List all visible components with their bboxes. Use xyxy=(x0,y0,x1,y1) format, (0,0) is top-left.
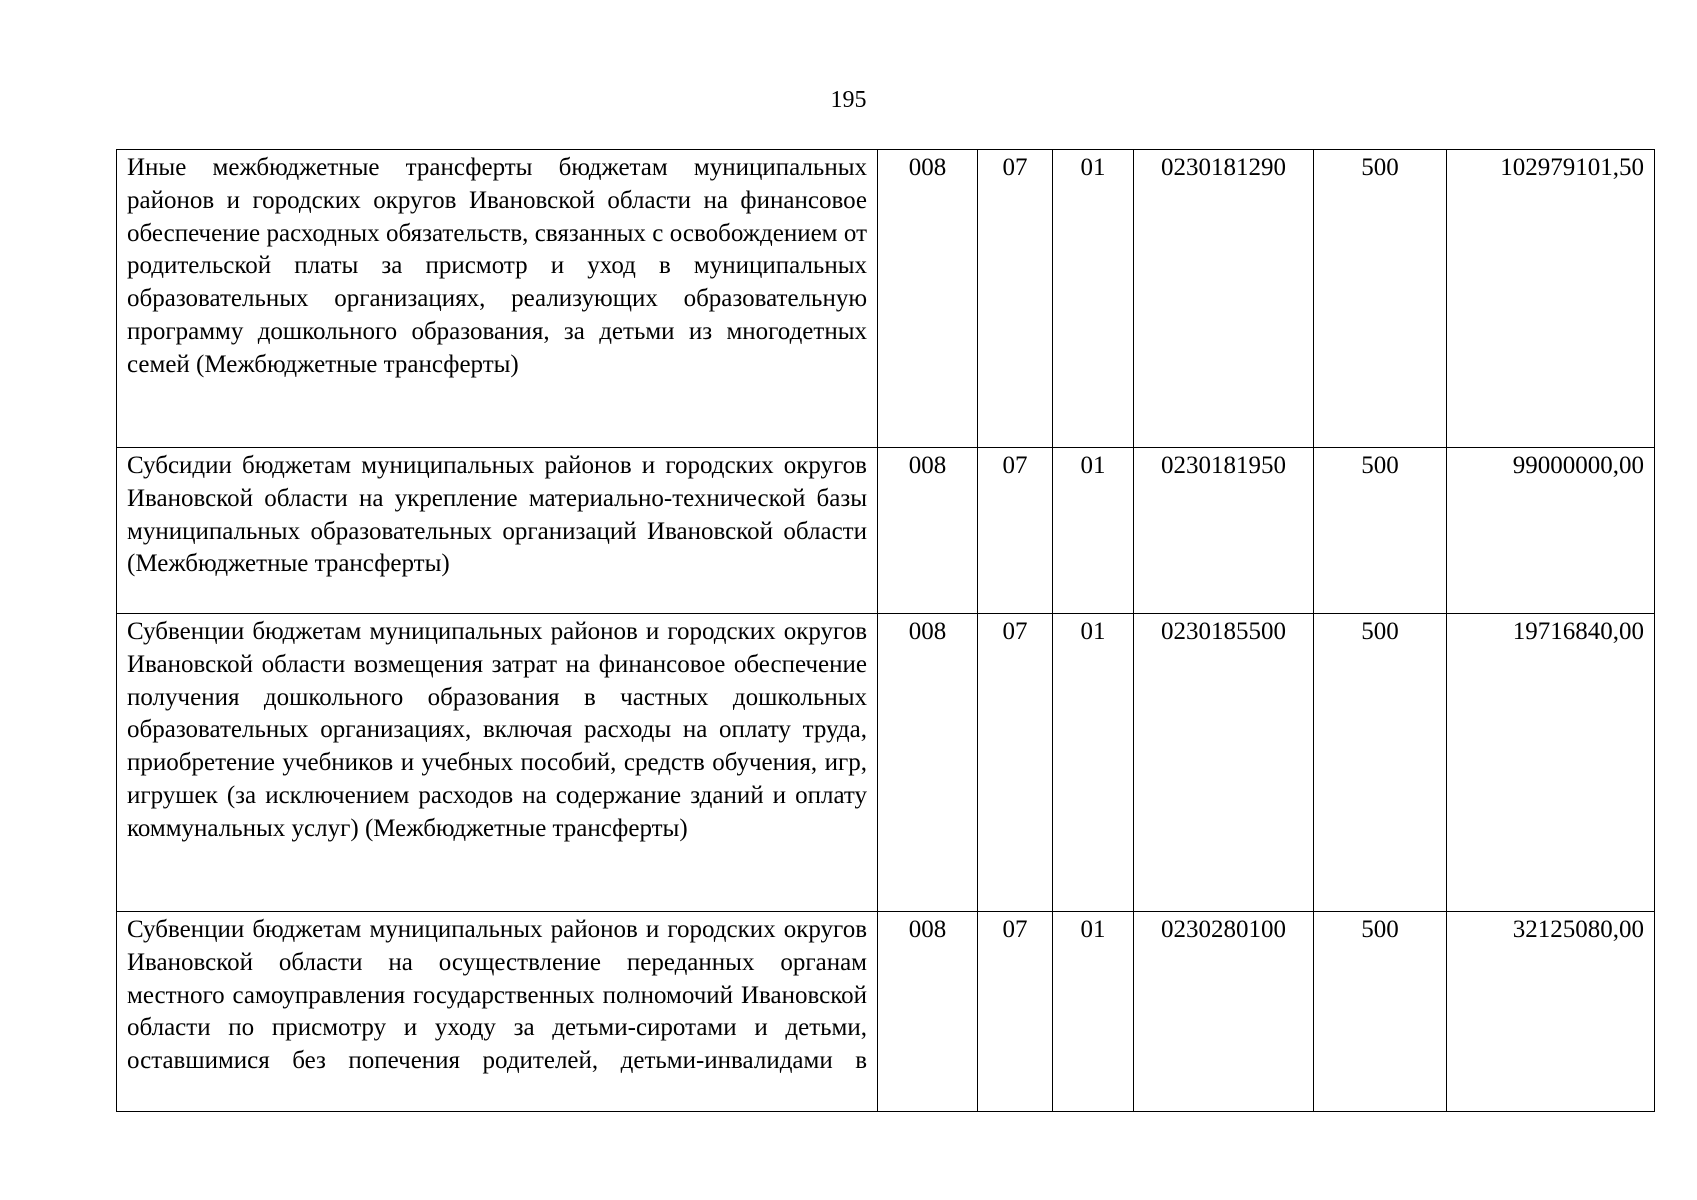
expense-type-code: 500 xyxy=(1314,448,1447,614)
ministry-code: 008 xyxy=(878,150,978,448)
amount-value: 102979101,50 xyxy=(1447,150,1655,448)
target-article-code: 0230181950 xyxy=(1134,448,1314,614)
ministry-code: 008 xyxy=(878,912,978,1112)
table-row xyxy=(117,150,1655,448)
expense-type-code: 500 xyxy=(1314,912,1447,1112)
target-article-code: 0230185500 xyxy=(1134,614,1314,912)
ministry-code: 008 xyxy=(878,614,978,912)
amount-value: 19716840,00 xyxy=(1447,614,1655,912)
ministry-code: 008 xyxy=(878,448,978,614)
subsection-code: 01 xyxy=(1053,448,1134,614)
section-code: 07 xyxy=(978,912,1053,1112)
amount-value: 32125080,00 xyxy=(1447,912,1655,1112)
table-row xyxy=(117,912,1655,1112)
section-code: 07 xyxy=(978,150,1053,448)
expense-type-code: 500 xyxy=(1314,150,1447,448)
table-row xyxy=(117,614,1655,912)
row-description: Иные межбюджетные трансферты бюджетам муниципальных районов и городских округов Ивановской области на финансовое обеспечение расходных обязательств, связанных с освобождением от родительской платы за присмотр и уход в муниципальных образовательных организациях, реализующих образовательную программу дошкольного образования, за детьми из многодетных семей (Межбюджетные трансферты) xyxy=(117,150,878,448)
row-description: Субсидии бюджетам муниципальных районов и городских округов Ивановской области на укрепление материально-технической базы муниципальных образовательных организаций Ивановской области (Межбюджетные трансферты) xyxy=(117,448,878,614)
target-article-code: 0230280100 xyxy=(1134,912,1314,1112)
subsection-code: 01 xyxy=(1053,912,1134,1112)
budget-table xyxy=(116,149,1655,1112)
amount-value: 99000000,00 xyxy=(1447,448,1655,614)
row-description: Субвенции бюджетам муниципальных районов и городских округов Ивановской области возмещения затрат на финансовое обеспечение получения дошкольного образования в частных дошкольных образовательных организациях, включая расходы на оплату труда, приобретение учебников и учебных пособий, средств обучения, игр, игрушек (за исключением расходов на содержание зданий и оплату коммунальных услуг) (Межбюджетные трансферты) xyxy=(117,614,878,912)
row-description: Субвенции бюджетам муниципальных районов и городских округов Ивановской области на осуществление переданных органам местного самоуправления государственных полномочий Ивановской области по присмотру и уходу за детьми-сиротами и детьми, оставшимися без попечения родителей, детьми-инвалидами в xyxy=(117,912,878,1112)
subsection-code: 01 xyxy=(1053,614,1134,912)
section-code: 07 xyxy=(978,448,1053,614)
expense-type-code: 500 xyxy=(1314,614,1447,912)
target-article-code: 0230181290 xyxy=(1134,150,1314,448)
section-code: 07 xyxy=(978,614,1053,912)
page-number: 195 xyxy=(830,87,867,113)
subsection-code: 01 xyxy=(1053,150,1134,448)
table-row xyxy=(117,448,1655,614)
